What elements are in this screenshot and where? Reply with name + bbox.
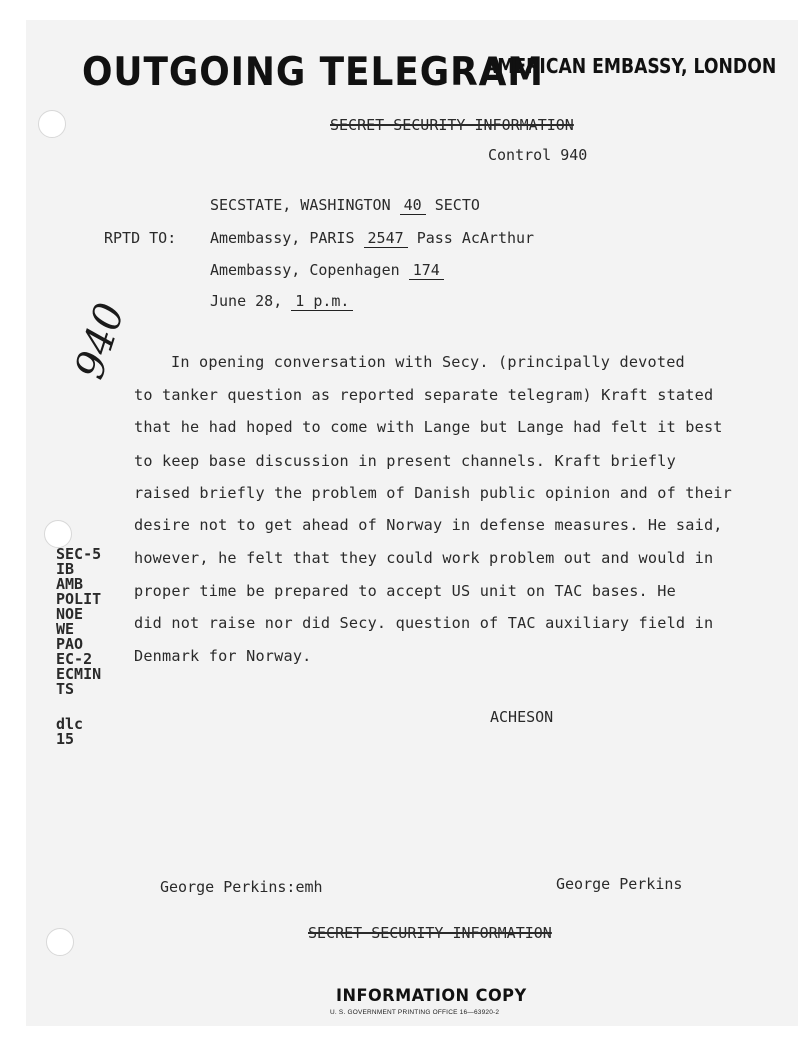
information-copy-label: INFORMATION COPY (336, 986, 527, 1006)
routing-code: IB (56, 560, 75, 578)
punch-hole (38, 110, 66, 138)
addressee-line-3 (210, 261, 444, 280)
routing-code: WE (56, 620, 75, 638)
embassy-name: AMERICAN EMBASSY, LONDON (484, 54, 777, 78)
time: 1 p.m. (291, 292, 353, 311)
body-line: raised briefly the problem of Danish public opinion and of their (134, 484, 732, 502)
body-line: desire not to get ahead of Norway in defense measures. He said, (134, 516, 723, 534)
classification-bottom: SECRET SECURITY INFORMATION (308, 924, 552, 942)
printing-office-line: U. S. GOVERNMENT PRINTING OFFICE 16—63920-2 (330, 1009, 500, 1016)
drafter: George Perkins:emh (160, 878, 323, 896)
body-line: proper time be prepared to accept US unit on TAC bases. He (134, 582, 676, 600)
paris-number: 2547 (364, 229, 408, 248)
addressee-line-1 (210, 196, 480, 215)
body-line: did not raise nor did Secy. question of TAC auxiliary field in (134, 614, 714, 632)
body-line: Denmark for Norway. (134, 647, 312, 665)
clearance: George Perkins (556, 875, 683, 893)
punch-hole (44, 520, 72, 548)
rptd-label: RPTD TO: (104, 229, 177, 247)
routing-code: POLIT (56, 590, 102, 608)
pass-instruction: Pass AcArthur (416, 229, 535, 247)
routing-code: EC-2 (56, 650, 93, 668)
routing-code: ECMIN (56, 665, 102, 683)
telegram-page (26, 20, 798, 1026)
initials: 15 (56, 730, 75, 748)
body-line: that he had hoped to come with Lange but Lange had felt it best (134, 418, 723, 436)
routing-code: SEC-5 (56, 545, 102, 563)
telegram-title: OUTGOING TELEGRAM (82, 50, 544, 95)
control-number: Control 940 (488, 146, 588, 164)
body-line: In opening conversation with Secy. (principally devoted (171, 353, 685, 371)
body-line: however, he felt that they could work problem out and would in (134, 549, 714, 567)
addressee-washington: SECSTATE, WASHINGTON (210, 196, 391, 214)
body-line: to tanker question as reported separate telegram) Kraft stated (134, 386, 714, 404)
routing-code: AMB (56, 575, 84, 593)
date: June 28, (210, 292, 283, 310)
handwritten-control-number: 940 (66, 297, 134, 385)
routing-code: NOE (56, 605, 84, 623)
routing-code: PAO (56, 635, 84, 653)
secto-label: SECTO (434, 196, 480, 214)
addressee-paris: Amembassy, PARIS (210, 229, 355, 247)
date-line (210, 292, 353, 311)
classification-top: SECRET SECURITY INFORMATION (330, 116, 574, 134)
addressee-copenhagen: Amembassy, Copenhagen (210, 261, 400, 279)
copenhagen-number: 174 (409, 261, 444, 280)
addressee-line-2 (210, 229, 534, 248)
body-line: to keep base discussion in present channels. Kraft briefly (134, 452, 676, 470)
punch-hole (46, 928, 74, 956)
initials: dlc (56, 715, 84, 733)
routing-code: TS (56, 680, 75, 698)
signature: ACHESON (490, 708, 554, 726)
secto-number: 40 (400, 196, 426, 215)
